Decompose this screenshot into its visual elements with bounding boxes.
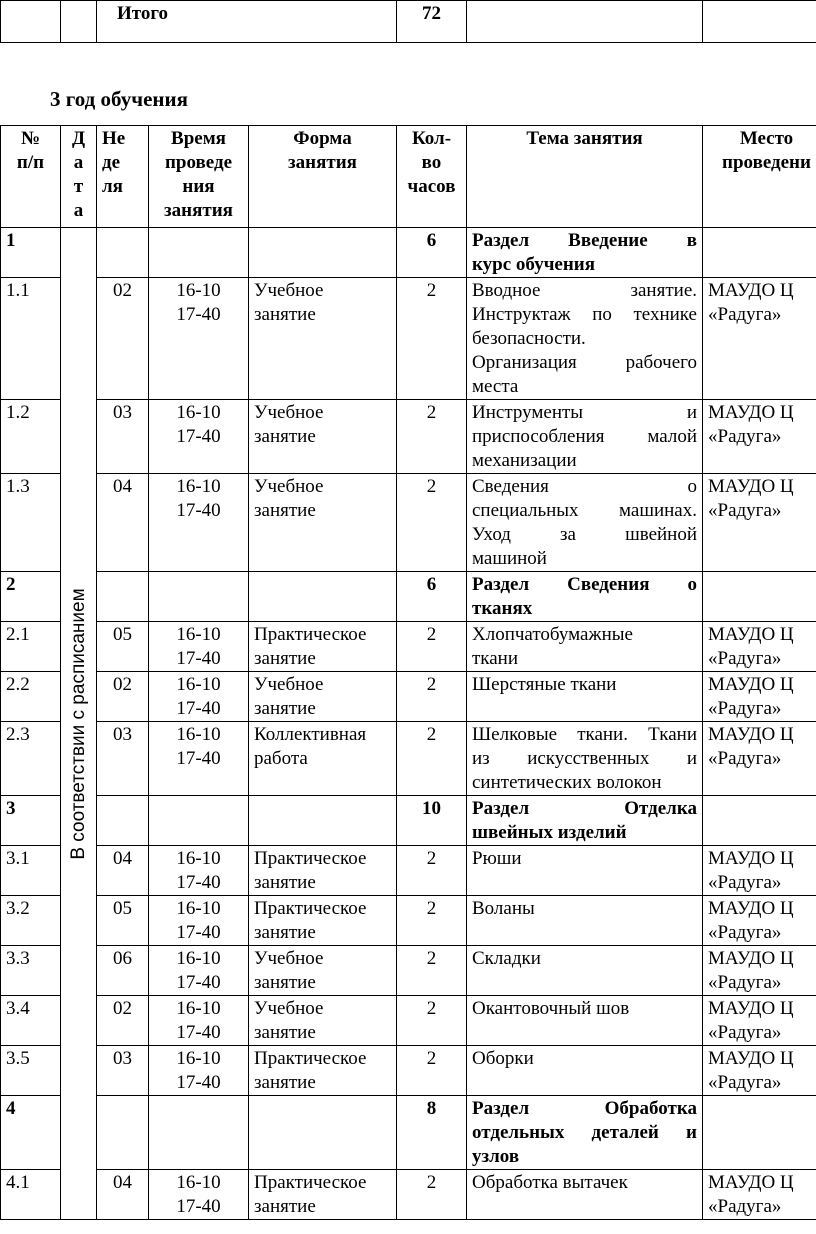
- section-row: [1, 572, 816, 622]
- place-cell: [703, 846, 816, 896]
- form-cell-line: занятие: [254, 426, 316, 447]
- place-cell-line: «Радуга»: [708, 972, 782, 993]
- section-title-line: Раздел Обработка: [472, 1098, 697, 1119]
- row-number: 2.3: [1, 722, 61, 796]
- form-cell: [249, 400, 397, 474]
- week-cell: [97, 796, 149, 846]
- form-cell-line: Практическое: [254, 1172, 367, 1193]
- time-cell-line: 17-40: [176, 500, 221, 521]
- topic-line: Вводное занятие.: [472, 280, 697, 301]
- row-number: 3.5: [1, 1046, 61, 1096]
- time-cell: [149, 474, 249, 572]
- form-cell: [249, 796, 397, 846]
- place-cell-line: МАУДО Ц: [708, 724, 794, 745]
- schedule-note: В соответствии с расписанием: [67, 587, 89, 860]
- time-cell-line: 17-40: [176, 648, 221, 669]
- topic-cell: [467, 896, 703, 946]
- topic-line: Обработка вытачек: [472, 1172, 628, 1193]
- section-title-line: тканях: [472, 598, 533, 619]
- form-cell-line: Учебное: [254, 476, 324, 497]
- place-cell: [703, 400, 816, 474]
- place-cell: [703, 996, 816, 1046]
- lesson-row: [1, 896, 816, 946]
- section-row: [1, 228, 816, 278]
- header-topic: Тема занятия: [467, 126, 703, 228]
- topic-line: Организация рабочего: [472, 352, 697, 373]
- place-cell-line: МАУДО Ц: [708, 898, 794, 919]
- place-cell-line: МАУДО Ц: [708, 674, 794, 695]
- time-cell: [149, 1096, 249, 1170]
- row-number: 2.1: [1, 622, 61, 672]
- time-cell-line: 17-40: [176, 1022, 221, 1043]
- row-number: 2: [1, 572, 61, 622]
- form-cell-line: занятие: [254, 1196, 316, 1217]
- place-cell: [703, 278, 816, 400]
- form-cell: [249, 572, 397, 622]
- lesson-row: [1, 722, 816, 796]
- form-cell-line: занятие: [254, 922, 316, 943]
- form-cell: [249, 622, 397, 672]
- total-row: [1, 1, 816, 43]
- topic-line: Хлопчатобумажные: [472, 624, 633, 645]
- place-cell-line: «Радуга»: [708, 1072, 782, 1093]
- time-cell: [149, 672, 249, 722]
- row-number: 3.1: [1, 846, 61, 896]
- place-cell: [703, 722, 816, 796]
- week-cell: 04: [97, 1170, 149, 1220]
- time-cell-line: 16-10: [176, 280, 221, 301]
- schedule-body: [1, 126, 816, 1220]
- place-cell: [703, 896, 816, 946]
- time-cell: [149, 622, 249, 672]
- time-cell-line: 17-40: [176, 1196, 221, 1217]
- form-cell: [249, 896, 397, 946]
- topic-line: Воланы: [472, 898, 535, 919]
- week-cell: 02: [97, 996, 149, 1046]
- time-cell-line: 17-40: [176, 972, 221, 993]
- section-row: [1, 1096, 816, 1170]
- topic-line: синтетических волокон: [472, 772, 662, 793]
- form-cell-line: работа: [254, 748, 308, 769]
- row-number: 2.2: [1, 672, 61, 722]
- hours-cell: 10: [397, 796, 467, 846]
- hours-cell: 2: [397, 474, 467, 572]
- time-cell-line: 16-10: [176, 724, 221, 745]
- place-cell-line: «Радуга»: [708, 648, 782, 669]
- topic-cell: [467, 622, 703, 672]
- form-cell: [249, 946, 397, 996]
- form-cell: [249, 228, 397, 278]
- time-cell: [149, 1046, 249, 1096]
- place-cell: [703, 474, 816, 572]
- section-title: [467, 796, 703, 846]
- topic-cell: [467, 1046, 703, 1096]
- time-cell-line: 16-10: [176, 402, 221, 423]
- week-cell: [97, 228, 149, 278]
- hours-cell: 2: [397, 946, 467, 996]
- time-cell: [149, 572, 249, 622]
- form-cell-line: занятие: [254, 304, 316, 325]
- topic-line: машиной: [472, 548, 547, 569]
- row-number: 4: [1, 1096, 61, 1170]
- topic-line: Оборки: [472, 1048, 534, 1069]
- week-cell: 03: [97, 400, 149, 474]
- form-cell-line: Учебное: [254, 948, 324, 969]
- hours-cell: 6: [397, 572, 467, 622]
- topic-line: Шелковые ткани. Ткани: [472, 724, 697, 745]
- topic-line: Рюши: [472, 848, 522, 869]
- section-title-line: швейных изделий: [472, 822, 627, 843]
- form-cell: [249, 722, 397, 796]
- topic-line: Складки: [472, 948, 541, 969]
- empty-cell: [467, 1, 703, 43]
- row-number: 4.1: [1, 1170, 61, 1220]
- form-cell: [249, 278, 397, 400]
- empty-cell: [1, 1, 61, 43]
- place-cell: [703, 1096, 816, 1170]
- time-cell-line: 16-10: [176, 1172, 221, 1193]
- topic-line: механизации: [472, 450, 577, 471]
- form-cell: [249, 1046, 397, 1096]
- week-cell: 02: [97, 672, 149, 722]
- time-cell-line: 17-40: [176, 872, 221, 893]
- topic-line: Инструменты и: [472, 402, 697, 423]
- form-cell-line: занятие: [254, 972, 316, 993]
- form-cell: [249, 846, 397, 896]
- place-cell-line: «Радуга»: [708, 922, 782, 943]
- time-cell-line: 16-10: [176, 624, 221, 645]
- form-cell-line: Практическое: [254, 1048, 367, 1069]
- lesson-row: [1, 946, 816, 996]
- time-cell-line: 16-10: [176, 476, 221, 497]
- week-cell: 02: [97, 278, 149, 400]
- form-cell-line: занятие: [254, 698, 316, 719]
- place-cell-line: МАУДО Ц: [708, 1172, 794, 1193]
- topic-cell: [467, 278, 703, 400]
- place-cell-line: МАУДО Ц: [708, 948, 794, 969]
- topic-line: Сведения о: [472, 476, 697, 497]
- place-cell-line: «Радуга»: [708, 1022, 782, 1043]
- time-cell: [149, 996, 249, 1046]
- lesson-row: [1, 672, 816, 722]
- header-num: № п/п: [1, 126, 61, 228]
- header-week: Не де ля: [97, 126, 149, 228]
- hours-cell: 2: [397, 672, 467, 722]
- total-label: Итого: [97, 1, 397, 43]
- hours-cell: 2: [397, 1046, 467, 1096]
- time-cell-line: 17-40: [176, 304, 221, 325]
- form-cell-line: Учебное: [254, 280, 324, 301]
- form-cell-line: занятие: [254, 1072, 316, 1093]
- form-cell-line: Практическое: [254, 848, 367, 869]
- section-title-line: узлов: [472, 1146, 520, 1167]
- hours-cell: 2: [397, 278, 467, 400]
- place-cell-line: МАУДО Ц: [708, 280, 794, 301]
- topic-cell: [467, 996, 703, 1046]
- place-cell: [703, 1046, 816, 1096]
- section-title: [467, 1096, 703, 1170]
- time-cell-line: 17-40: [176, 748, 221, 769]
- topic-line: места: [472, 376, 519, 397]
- place-cell-line: МАУДО Ц: [708, 848, 794, 869]
- section-row: [1, 796, 816, 846]
- section-title-line: Раздел Сведения о: [472, 574, 697, 595]
- hours-cell: 8: [397, 1096, 467, 1170]
- time-cell-line: 16-10: [176, 898, 221, 919]
- schedule-note-cell: [61, 228, 97, 1220]
- header-date: Д а т а: [61, 126, 97, 228]
- place-cell: [703, 672, 816, 722]
- time-cell: [149, 796, 249, 846]
- lesson-row: [1, 278, 816, 400]
- row-number: 1.2: [1, 400, 61, 474]
- time-cell: [149, 228, 249, 278]
- time-cell-line: 17-40: [176, 1072, 221, 1093]
- time-cell-line: 16-10: [176, 948, 221, 969]
- time-cell: [149, 722, 249, 796]
- place-cell-line: МАУДО Ц: [708, 624, 794, 645]
- topic-cell: [467, 722, 703, 796]
- form-cell: [249, 1170, 397, 1220]
- empty-cell: [703, 1, 816, 43]
- hours-cell: 2: [397, 622, 467, 672]
- place-cell-line: МАУДО Ц: [708, 1048, 794, 1069]
- form-cell-line: занятие: [254, 872, 316, 893]
- topic-line: безопасности.: [472, 328, 586, 349]
- place-cell-line: «Радуга»: [708, 698, 782, 719]
- week-cell: 04: [97, 474, 149, 572]
- row-number: 3.3: [1, 946, 61, 996]
- week-cell: 05: [97, 896, 149, 946]
- time-cell-line: 16-10: [176, 848, 221, 869]
- time-cell-line: 16-10: [176, 1048, 221, 1069]
- place-cell-line: МАУДО Ц: [708, 402, 794, 423]
- topic-line: Уход за швейной: [472, 524, 697, 545]
- form-cell-line: Практическое: [254, 624, 367, 645]
- form-cell: [249, 474, 397, 572]
- lesson-row: [1, 996, 816, 1046]
- time-cell: [149, 1170, 249, 1220]
- time-cell-line: 16-10: [176, 674, 221, 695]
- topic-line: из искусственных и: [472, 748, 697, 769]
- place-cell: [703, 572, 816, 622]
- hours-cell: 2: [397, 1170, 467, 1220]
- hours-cell: 2: [397, 722, 467, 796]
- hours-cell: 2: [397, 846, 467, 896]
- place-cell-line: МАУДО Ц: [708, 998, 794, 1019]
- section-title: [467, 228, 703, 278]
- place-cell-line: «Радуга»: [708, 872, 782, 893]
- form-cell: [249, 996, 397, 1046]
- topic-line: специальных машинах.: [472, 500, 697, 521]
- week-cell: [97, 572, 149, 622]
- lesson-row: [1, 846, 816, 896]
- section-title-line: отдельных деталей и: [472, 1122, 697, 1143]
- form-cell-line: Коллективная: [254, 724, 367, 745]
- section-title-line: курс обучения: [472, 254, 596, 275]
- topic-line: приспособления малой: [472, 426, 697, 447]
- place-cell: [703, 228, 816, 278]
- week-cell: 06: [97, 946, 149, 996]
- topic-cell: [467, 1170, 703, 1220]
- lesson-row: [1, 1046, 816, 1096]
- header-place: Место проведени: [703, 126, 816, 228]
- place-cell: [703, 622, 816, 672]
- form-cell-line: Практическое: [254, 898, 367, 919]
- lesson-row: [1, 400, 816, 474]
- topic-line: ткани: [472, 648, 519, 669]
- time-cell: [149, 846, 249, 896]
- week-cell: 03: [97, 1046, 149, 1096]
- topic-line: Инструктаж по технике: [472, 304, 697, 325]
- time-cell: [149, 278, 249, 400]
- time-cell-line: 17-40: [176, 922, 221, 943]
- time-cell: [149, 896, 249, 946]
- row-number: 3.4: [1, 996, 61, 1046]
- place-cell-line: «Радуга»: [708, 1196, 782, 1217]
- week-cell: 05: [97, 622, 149, 672]
- form-cell-line: занятие: [254, 500, 316, 521]
- schedule-table: [0, 125, 816, 1220]
- hours-cell: 2: [397, 400, 467, 474]
- row-number: 1.3: [1, 474, 61, 572]
- place-cell-line: «Радуга»: [708, 748, 782, 769]
- header-hours: Кол- во часов: [397, 126, 467, 228]
- empty-cell: [61, 1, 97, 43]
- lesson-row: [1, 622, 816, 672]
- place-cell: [703, 1170, 816, 1220]
- topic-cell: [467, 400, 703, 474]
- row-number: 1: [1, 228, 61, 278]
- year-heading: 3 год обучения: [50, 87, 188, 111]
- row-number: 3.2: [1, 896, 61, 946]
- week-cell: 03: [97, 722, 149, 796]
- time-cell-line: 17-40: [176, 426, 221, 447]
- row-number: 3: [1, 796, 61, 846]
- form-cell-line: Учебное: [254, 998, 324, 1019]
- week-cell: [97, 1096, 149, 1170]
- section-title-line: Раздел Отделка: [472, 798, 697, 819]
- topic-line: Окантовочный шов: [472, 998, 630, 1019]
- total-hours: 72: [397, 1, 467, 43]
- header-time: Время проведе ния занятия: [149, 126, 249, 228]
- header-row: [1, 126, 816, 228]
- form-cell: [249, 1096, 397, 1170]
- place-cell: [703, 946, 816, 996]
- place-cell-line: «Радуга»: [708, 500, 782, 521]
- place-cell-line: МАУДО Ц: [708, 476, 794, 497]
- hours-cell: 2: [397, 996, 467, 1046]
- hours-cell: 2: [397, 896, 467, 946]
- week-cell: 04: [97, 846, 149, 896]
- topic-line: Шерстяные ткани: [472, 674, 617, 695]
- lesson-row: [1, 1170, 816, 1220]
- place-cell-line: «Радуга»: [708, 426, 782, 447]
- time-cell-line: 16-10: [176, 998, 221, 1019]
- form-cell-line: Учебное: [254, 674, 324, 695]
- time-cell: [149, 946, 249, 996]
- topic-cell: [467, 846, 703, 896]
- hours-cell: 6: [397, 228, 467, 278]
- topic-cell: [467, 672, 703, 722]
- form-cell: [249, 672, 397, 722]
- form-cell-line: занятие: [254, 648, 316, 669]
- topic-cell: [467, 474, 703, 572]
- row-number: 1.1: [1, 278, 61, 400]
- place-cell: [703, 796, 816, 846]
- time-cell: [149, 400, 249, 474]
- topic-cell: [467, 946, 703, 996]
- section-title: [467, 572, 703, 622]
- place-cell-line: «Радуга»: [708, 304, 782, 325]
- time-cell-line: 17-40: [176, 698, 221, 719]
- form-cell-line: занятие: [254, 1022, 316, 1043]
- form-cell-line: Учебное: [254, 402, 324, 423]
- previous-total-table: [0, 0, 816, 43]
- lesson-row: [1, 474, 816, 572]
- section-title-line: Раздел Введение в: [472, 230, 697, 251]
- header-form: Форма занятия: [249, 126, 397, 228]
